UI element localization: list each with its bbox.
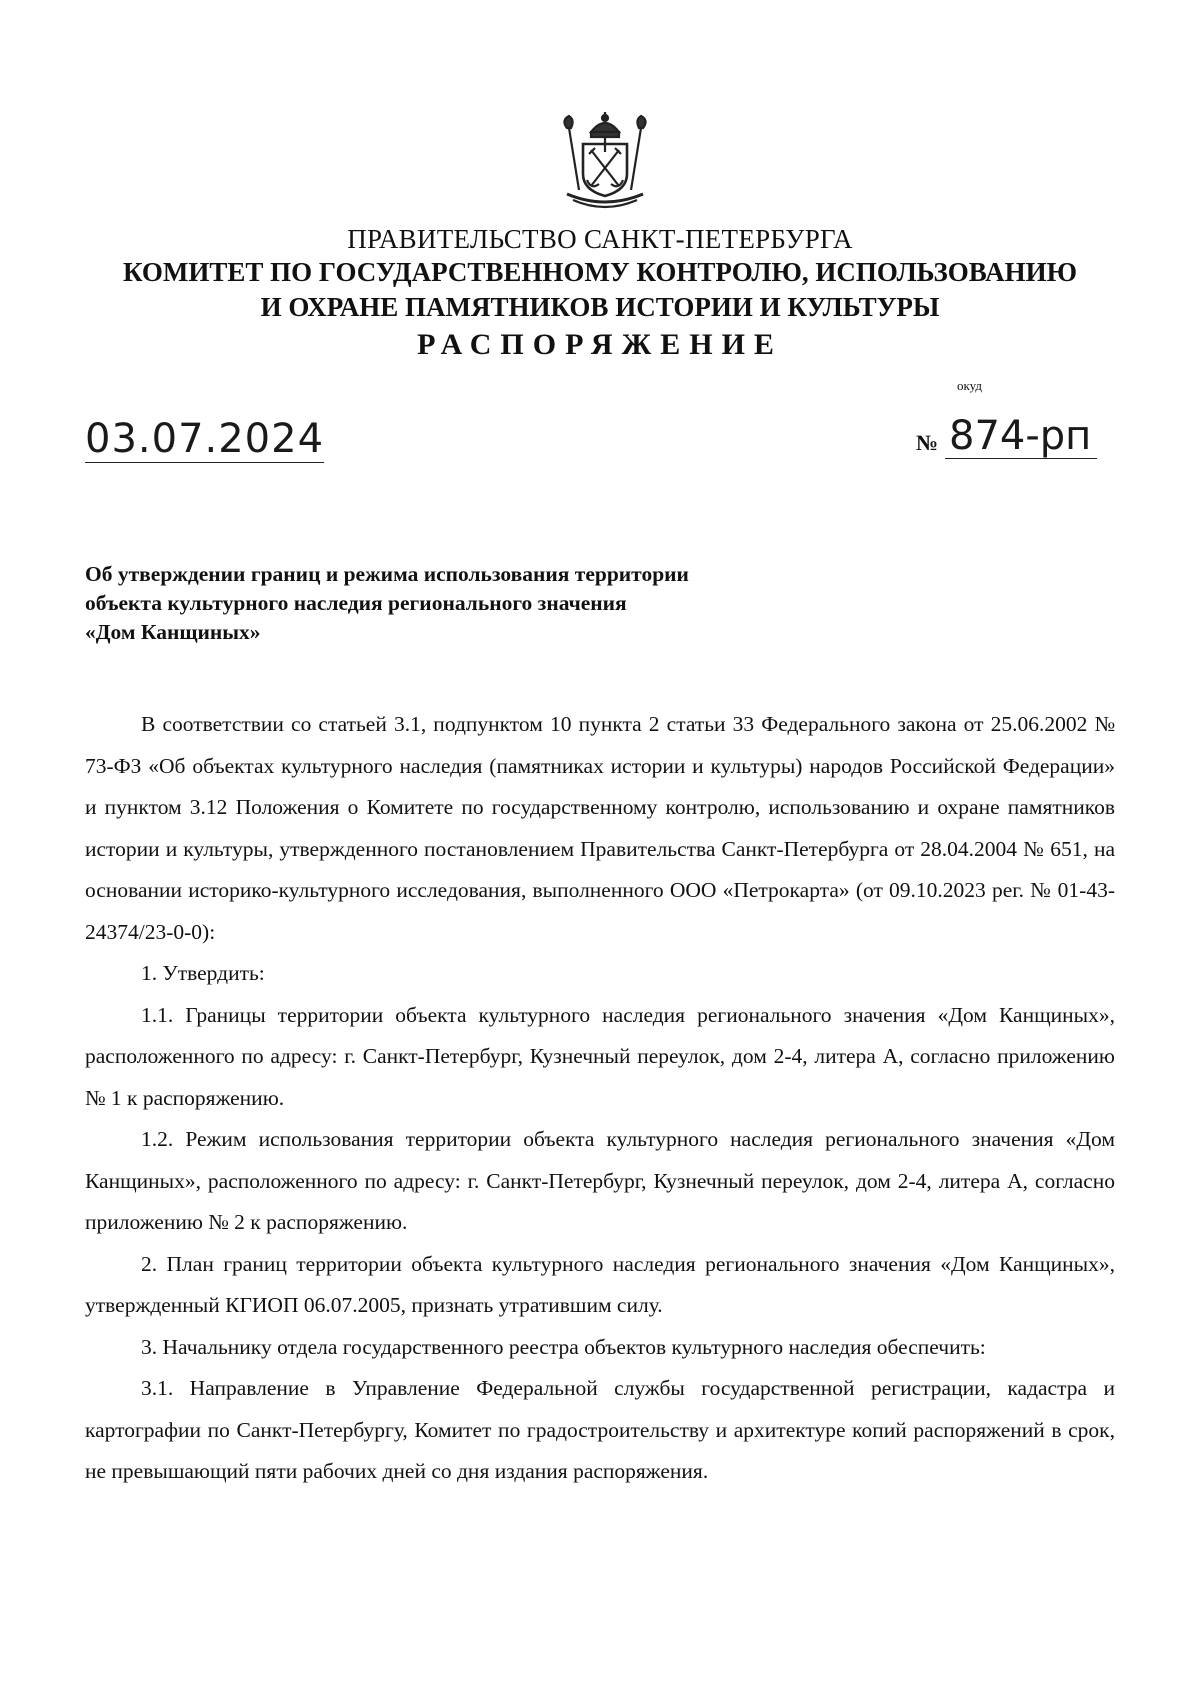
paragraph-item-2: 2. План границ территории объекта культурного наследия регионального значения «Дом Канщиных», утвержденный КГИОП 06.07.2005, признать утратившим силу. <box>85 1251 1115 1317</box>
paragraph-item-1: 1. Утвердить: <box>141 961 265 985</box>
committee-title-line1: КОМИТЕТ ПО ГОСУДАРСТВЕННОМУ КОНТРОЛЮ, ИСПОЛЬЗОВАНИЮ <box>123 257 1077 287</box>
document-body <box>85 704 1115 1493</box>
document-subject <box>85 560 845 647</box>
subject-line: Об утверждении границ и режима использования территории <box>85 562 689 586</box>
document-type: РАСПОРЯЖЕНИЕ <box>417 328 783 361</box>
subject-line: «Дом Канщиных» <box>85 620 261 644</box>
document-number: 874-рп <box>945 414 1097 459</box>
number-label: № <box>916 430 939 455</box>
committee-title-line2: И ОХРАНЕ ПАМЯТНИКОВ ИСТОРИИ И КУЛЬТУРЫ <box>260 292 940 322</box>
document-date: 03.07.2024 <box>85 416 325 462</box>
subject-line: объекта культурного наследия регионального значения <box>85 591 627 615</box>
paragraph-item-3: 3. Начальнику отдела государственного реестра объектов культурного наследия обеспечить: <box>141 1334 986 1359</box>
paragraph-item-3-1: 3.1. Направление в Управление Федеральной службы государственной регистрации, кадастра и картографии по Санкт-Петербургу, Комитет по градостроительству и архитектуре копий распоряжений в срок, не превышающий пяти рабочих дней со дня издания распоряжения. <box>85 1376 1115 1483</box>
paragraph-item-1-2: 1.2. Режим использования территории объекта культурного наследия регионального значения «Дом Канщиных», расположенного по адресу: г. Санкт-Петербург, Кузнечный переулок, дом 2-4, литера А, согласно приложению № 2 к распоряжению. <box>85 1127 1115 1234</box>
government-title: ПРАВИТЕЛЬСТВО САНКТ-ПЕТЕРБУРГА <box>347 224 853 254</box>
okud-label: окуд <box>957 378 982 393</box>
paragraph-item-1-1: 1.1. Границы территории объекта культурного наследия регионального значения «Дом Канщиных», расположенного по адресу: г. Санкт-Петербург, Кузнечный переулок, дом 2-4, литера А, согласно приложению № 1 к распоряжению. <box>85 1002 1115 1110</box>
coat-of-arms-icon <box>553 110 657 212</box>
paragraph-preamble: В соответствии со статьей 3.1, подпунктом 10 пункта 2 статьи 33 Федерального закона от 25.06.2002 № 73-ФЗ «Об объектах культурного наследия (памятниках истории и культуры) народов Российской Федерации» и пунктом 3.12 Положения о Комитете по государственному контролю, использованию и охране памятников истории и культуры, утвержденного постановлением Правительства Санкт-Петербурга от 28.04.2004 № 651, на основании историко-культурного исследования, выполненного ООО «Петрокарта» (от 09.10.2023 рег. № 01-43-24374/23-0-0): <box>85 712 1115 944</box>
